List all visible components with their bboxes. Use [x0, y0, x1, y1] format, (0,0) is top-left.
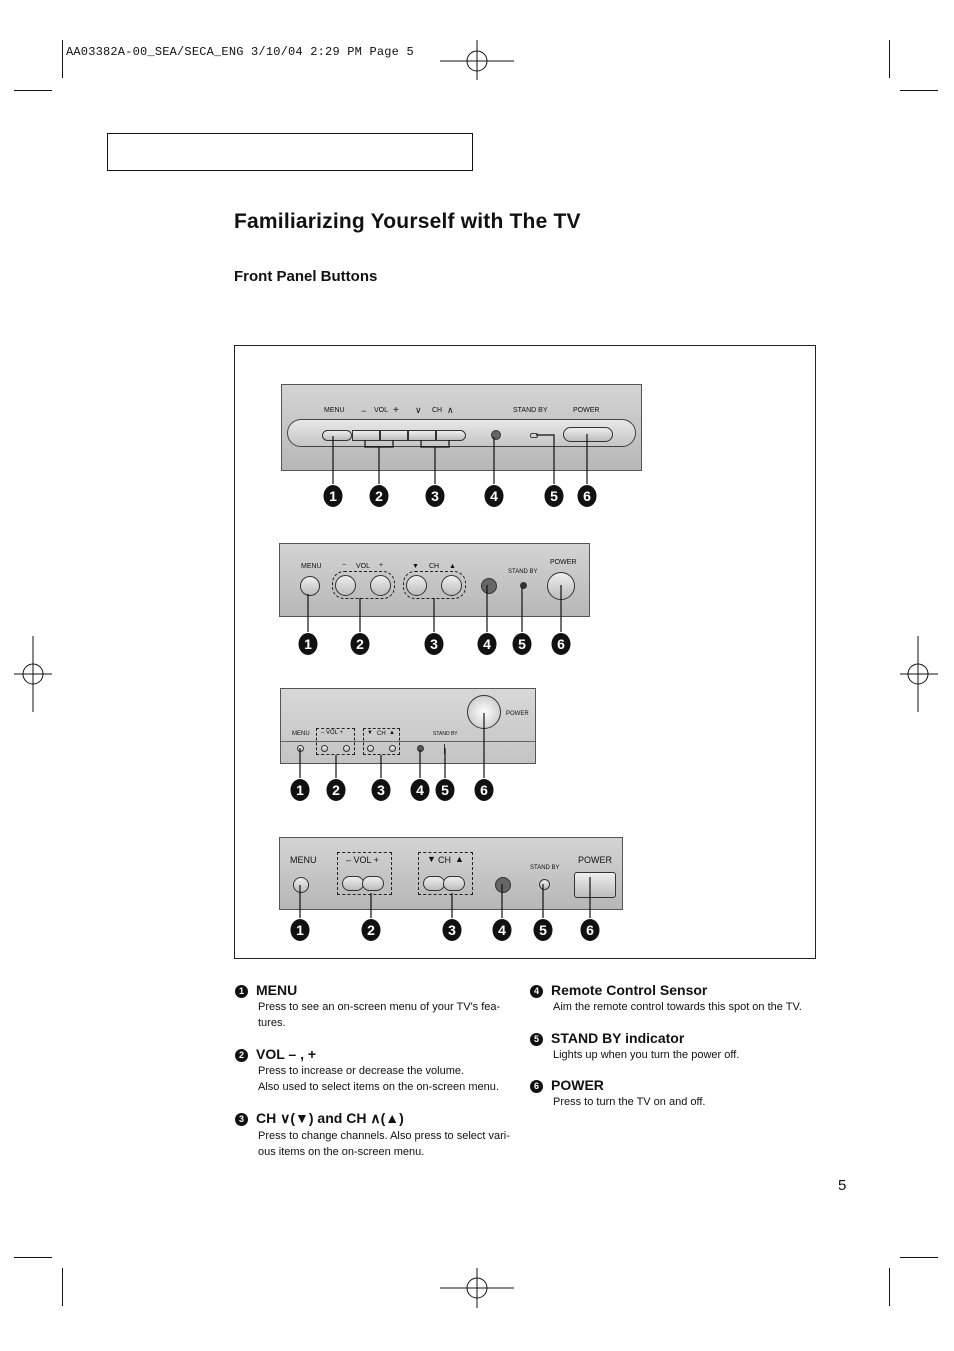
body-line: Aim the remote control towards this spot on the TV.: [553, 1001, 802, 1013]
ch-down-label: ∨: [415, 405, 422, 415]
section-subtitle: Front Panel Buttons: [234, 268, 378, 285]
print-slug: AA03382A-00_SEA/SECA_ENG 3/10/04 2:29 PM Page 5: [66, 45, 414, 59]
description-title: [235, 982, 515, 998]
vol-minus-label: −: [342, 562, 347, 569]
standby-label: STAND BY: [508, 569, 538, 575]
page-number: 5: [838, 1177, 847, 1194]
callout-6: 6: [578, 485, 597, 507]
standby-label: STAND BY: [530, 865, 560, 871]
ch-down-label: ▼: [412, 563, 419, 570]
description-ch: [235, 1110, 520, 1160]
number-badge: 1: [235, 985, 248, 998]
standby-label: STAND BY: [433, 731, 458, 737]
callout-5: 5: [534, 919, 553, 941]
menu-label: MENU: [290, 855, 317, 865]
body-line: ous items on the on-screen menu.: [258, 1146, 425, 1158]
description-title: [235, 1110, 520, 1127]
callout-4: 4: [493, 919, 512, 941]
callout-6: 6: [475, 779, 494, 801]
power-label: POWER: [578, 855, 613, 865]
description-heading: STAND BY indicator: [551, 1030, 685, 1046]
callout-2: 2: [351, 633, 370, 655]
description-body: [553, 1094, 820, 1110]
ch-label: CH: [429, 563, 440, 570]
callout-3: 3: [443, 919, 462, 941]
description-heading: VOL – , +: [256, 1046, 317, 1062]
callout-1: 1: [299, 633, 318, 655]
body-line: Lights up when you turn the power off.: [553, 1049, 740, 1061]
callout-3: 3: [425, 633, 444, 655]
ch-label: CH: [438, 855, 451, 865]
callout-2: 2: [362, 919, 381, 941]
body-line: Press to increase or decrease the volume.: [258, 1065, 465, 1077]
callout-2: 2: [327, 779, 346, 801]
description-standby: [530, 1030, 820, 1063]
callout-5: 5: [436, 779, 455, 801]
ch-label: CH: [432, 407, 443, 414]
description-body: [553, 999, 820, 1015]
power-label: POWER: [573, 407, 600, 414]
vol-minus-vol-plus-label: – VOL +: [346, 855, 379, 865]
description-menu: [235, 982, 515, 1031]
number-badge: 6: [530, 1080, 543, 1093]
vol-minus-label: −: [361, 406, 367, 416]
callout-1: 1: [291, 779, 310, 801]
vol-plus-label: +: [393, 405, 399, 416]
description-title: [530, 982, 820, 998]
ch-up-label: ▲: [389, 730, 395, 736]
description-body: [553, 1047, 820, 1063]
description-power: [530, 1077, 820, 1110]
power-label: POWER: [506, 711, 529, 717]
body-line: Press to turn the TV on and off.: [553, 1096, 706, 1108]
callout-1: 1: [291, 919, 310, 941]
description-body: [258, 1128, 520, 1160]
ch-down-label: ▼: [427, 854, 436, 864]
callout-4: 4: [478, 633, 497, 655]
body-line: tures.: [258, 1017, 286, 1029]
number-badge: 3: [235, 1113, 248, 1126]
callout-5: 5: [513, 633, 532, 655]
callout-2: 2: [370, 485, 389, 507]
body-line: Press to change channels. Also press to select vari-: [258, 1130, 510, 1142]
callout-1: 1: [324, 485, 343, 507]
callout-5: 5: [545, 485, 564, 507]
description-heading: MENU: [256, 982, 298, 998]
callout-3: 3: [372, 779, 391, 801]
vol-label: VOL: [374, 407, 389, 414]
description-heading: CH ∨(▼) and CH ∧(▲): [256, 1110, 404, 1126]
ch-label: CH: [377, 731, 386, 737]
callout-3: 3: [426, 485, 445, 507]
number-badge: 4: [530, 985, 543, 998]
body-line: Press to see an on-screen menu of your TV's fea-: [258, 1001, 501, 1013]
description-title: [530, 1077, 820, 1093]
ch-down-label: ▼: [367, 730, 373, 736]
description-heading: Remote Control Sensor: [551, 982, 708, 998]
vol-plus-label: +: [379, 562, 384, 569]
callout-6: 6: [552, 633, 571, 655]
standby-label: STAND BY: [513, 407, 548, 414]
page-title: Familiarizing Yourself with The TV: [234, 210, 581, 233]
description-title: [235, 1046, 515, 1062]
vol-label: VOL: [356, 563, 371, 570]
power-label: POWER: [550, 559, 577, 566]
ch-up-label: ∧: [447, 405, 454, 415]
description-remote-sensor: [530, 982, 820, 1015]
callout-4: 4: [411, 779, 430, 801]
menu-label: MENU: [301, 563, 322, 570]
description-title: [530, 1030, 820, 1046]
description-vol: [235, 1046, 515, 1095]
menu-label: MENU: [324, 407, 345, 414]
number-badge: 5: [530, 1033, 543, 1046]
ch-up-label: ▲: [449, 563, 456, 570]
description-heading: POWER: [551, 1077, 604, 1093]
body-line: Also used to select items on the on-screen menu.: [258, 1081, 499, 1093]
menu-label: MENU: [292, 731, 310, 737]
callout-6: 6: [581, 919, 600, 941]
callout-4: 4: [485, 485, 504, 507]
ch-up-label: ▲: [455, 854, 464, 864]
description-body: [258, 1063, 515, 1095]
number-badge: 2: [235, 1049, 248, 1062]
vol-minus-vol-plus-label: – VOL +: [321, 730, 343, 736]
description-body: [258, 999, 515, 1031]
